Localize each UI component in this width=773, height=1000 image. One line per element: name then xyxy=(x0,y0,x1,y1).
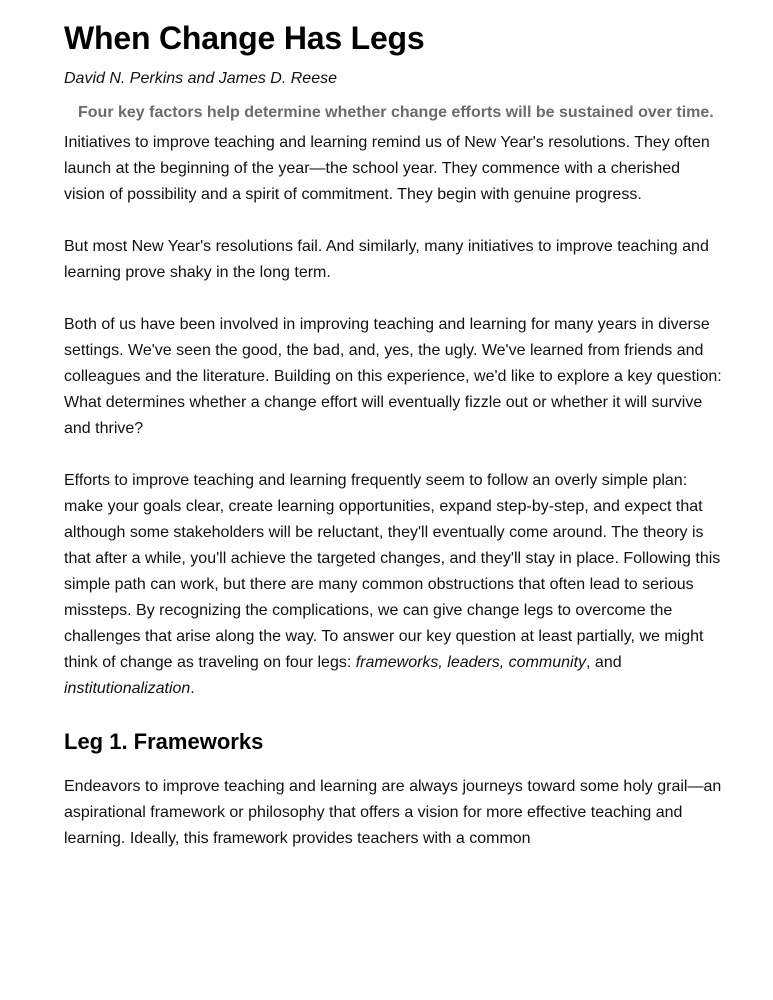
section-heading-frameworks: Leg 1. Frameworks xyxy=(64,729,264,754)
article-title: When Change Has Legs xyxy=(64,20,425,56)
paragraph-4 xyxy=(64,468,723,702)
paragraph-1: Initiatives to improve teaching and learning remind us of New Year's resolutions. They often launch at the beginning of the year—the school year. They commence with a cherished vision of possibility and a spirit of commitment. They begin with genuine progress. xyxy=(64,134,710,203)
paragraph-frameworks: Endeavors to improve teaching and learning are always journeys toward some holy grail—an aspirational framework or philosophy that offers a vision for more effective teaching and learning. Ideally, this framework provides teachers with a common xyxy=(64,778,722,847)
paragraph-4-end: . xyxy=(190,680,195,697)
paragraph-4-lead: Efforts to improve teaching and learning frequently seem to follow an overly simple plan: make your goals clear, create learning opportunities, expand step-by-step, and expect that although some stakeholders will be reluctant, they'll eventually come around. The theory is that after a while, you'll achieve the targeted changes, and they'll stay in place. Following this simple path can work, but there are many common obstructions that often lead to serious missteps. By recognizing the complications, we can give change legs to overcome the challenges that arise along the way. To answer our key question at least partially, we might think of change as traveling on four legs: xyxy=(64,472,721,671)
article-deck: Four key factors help determine whether change efforts will be sustained over time. xyxy=(78,104,714,121)
paragraph-2: But most New Year's resolutions fail. And similarly, many initiatives to improve teaching and learning prove shaky in the long term. xyxy=(64,238,709,281)
four-legs-italic-a: frameworks, leaders, community xyxy=(355,654,587,671)
four-legs-italic-b: institutionalization xyxy=(64,680,191,697)
paragraph-3: Both of us have been involved in improving teaching and learning for many years in diverse settings. We've seen the good, the bad, and, yes, the ugly. We've learned from friends and colleagues and the literature. Building on this experience, we'd like to explore a key question: What determines whether a change effort will eventually fizzle out or whether it will survive and thrive? xyxy=(64,316,722,437)
paragraph-4-separator: , and xyxy=(586,654,622,671)
article-authors: David N. Perkins and James D. Reese xyxy=(64,70,337,87)
